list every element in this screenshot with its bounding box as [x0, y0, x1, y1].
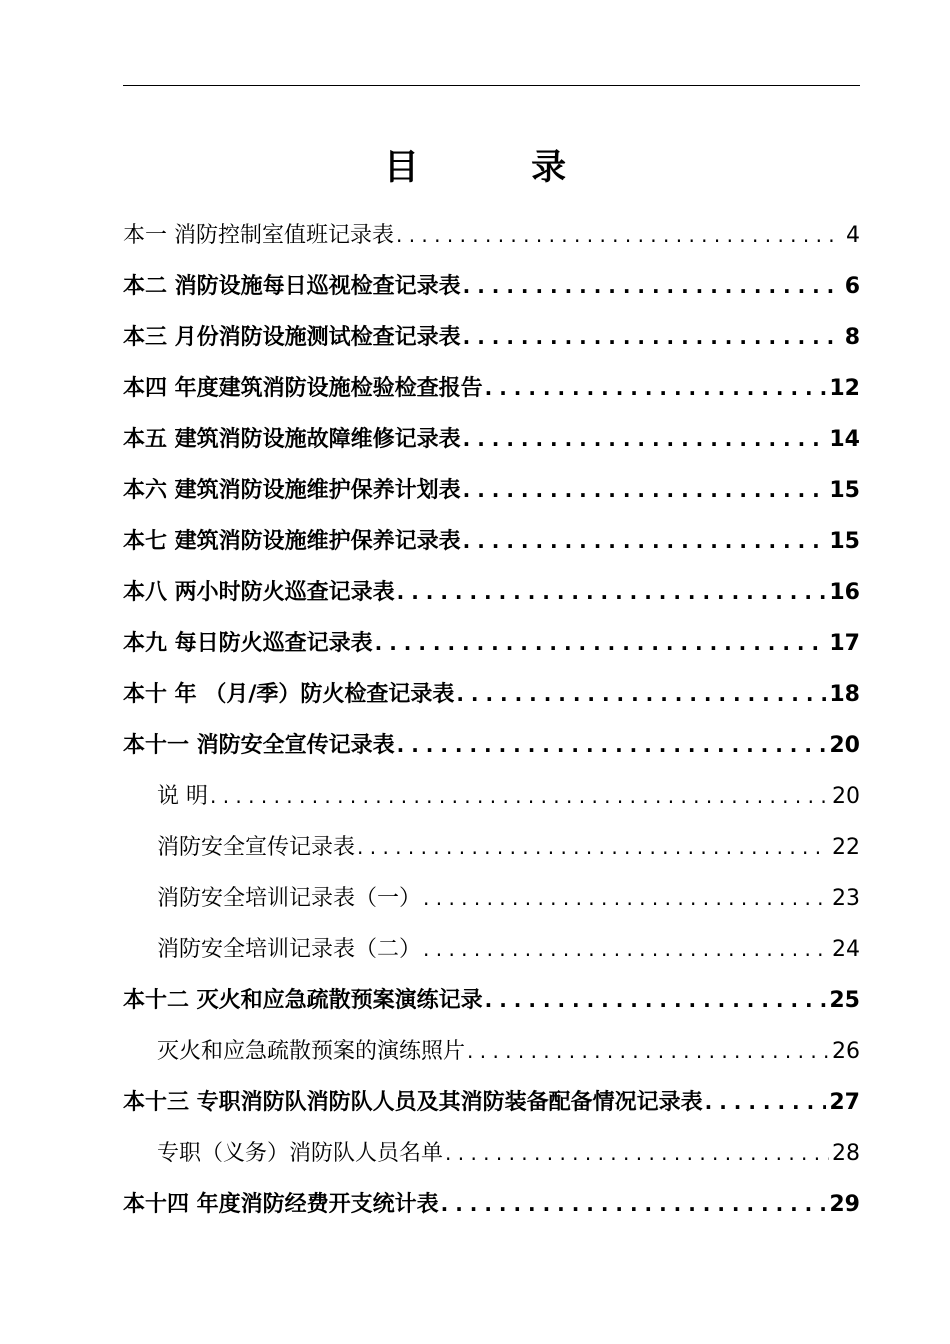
toc-entry-page-number: 6 — [844, 274, 860, 299]
toc-entry-page-number: 29 — [829, 1192, 860, 1217]
toc-entry-label: 本十四 年度消防经费开支统计表 — [123, 1192, 439, 1217]
toc-entry-page-number: 24 — [832, 937, 860, 962]
toc-entry[interactable] — [123, 621, 860, 672]
toc-entry-label: 灭火和应急疏散预案的演练照片 — [157, 1039, 466, 1064]
toc-entry-label: 本七 建筑消防设施维护保养记录表 — [123, 529, 461, 554]
toc-entry-page-number: 12 — [829, 376, 860, 401]
toc-dot-leader — [396, 213, 843, 257]
toc-entry-label: 本十三 专职消防队消防队人员及其消防装备配备情况记录表 — [123, 1090, 703, 1115]
toc-entry-label: 消防安全培训记录表（二） — [157, 937, 422, 962]
toc-entry-page-number: 20 — [829, 733, 860, 758]
toc-dot-leader — [357, 825, 829, 869]
toc-entry[interactable] — [123, 366, 860, 417]
toc-entry[interactable] — [123, 315, 860, 366]
toc-dot-leader — [463, 417, 827, 461]
toc-entry-page-number: 22 — [832, 835, 860, 860]
toc-entry[interactable] — [123, 417, 860, 468]
toc-entry-page-number: 8 — [844, 325, 860, 350]
toc-entry-page-number: 23 — [832, 886, 860, 911]
toc-dot-leader — [485, 366, 827, 410]
toc-entry-page-number: 20 — [832, 784, 860, 809]
page-title: 目 录 — [383, 148, 617, 188]
toc-dot-leader — [210, 774, 829, 818]
toc-entry[interactable] — [123, 1182, 860, 1233]
header-rule — [123, 85, 860, 86]
toc-entry[interactable] — [123, 774, 860, 825]
toc-entry-label: 本三 月份消防设施测试检查记录表 — [123, 325, 461, 350]
toc-entry[interactable] — [123, 1131, 860, 1182]
toc-entry-page-number: 14 — [829, 427, 860, 452]
toc-dot-leader — [375, 621, 827, 665]
toc-entry-page-number: 17 — [829, 631, 860, 656]
toc-entry[interactable] — [123, 978, 860, 1029]
toc-entry-label: 说 明 — [157, 784, 208, 809]
toc-entry[interactable] — [123, 723, 860, 774]
toc-entry-label: 本一 消防控制室值班记录表 — [123, 223, 394, 248]
toc-entry-page-number: 16 — [829, 580, 860, 605]
toc-dot-leader — [423, 927, 829, 971]
toc-dot-leader — [705, 1080, 827, 1124]
toc-entry-label: 本六 建筑消防设施维护保养计划表 — [123, 478, 461, 503]
toc-entry[interactable] — [123, 213, 860, 264]
toc-entry[interactable] — [123, 519, 860, 570]
toc-entry-label: 本二 消防设施每日巡视检查记录表 — [123, 274, 461, 299]
toc-entry[interactable] — [123, 264, 860, 315]
toc-entry[interactable] — [123, 825, 860, 876]
toc-dot-leader — [441, 1182, 827, 1226]
toc-entry[interactable] — [123, 876, 860, 927]
toc-entry-page-number: 27 — [829, 1090, 860, 1115]
toc-dot-leader — [397, 570, 827, 614]
toc-entry-page-number: 15 — [829, 478, 860, 503]
toc-entry-page-number: 25 — [829, 988, 860, 1013]
toc-entry-label: 本四 年度建筑消防设施检验检查报告 — [123, 376, 483, 401]
toc-dot-leader — [463, 315, 842, 359]
toc-entry-label: 消防安全宣传记录表 — [157, 835, 356, 860]
toc-entry-label: 本五 建筑消防设施故障维修记录表 — [123, 427, 461, 452]
toc-dot-leader — [485, 978, 827, 1022]
toc-entry[interactable] — [123, 1029, 860, 1080]
toc-dot-leader — [397, 723, 827, 767]
toc-entry-label: 本八 两小时防火巡查记录表 — [123, 580, 395, 605]
toc-dot-leader — [445, 1131, 829, 1175]
toc-dot-leader — [467, 1029, 829, 1073]
toc-entry[interactable] — [123, 468, 860, 519]
toc-dot-leader — [463, 264, 842, 308]
toc-dot-leader — [456, 672, 826, 716]
toc-entry[interactable] — [123, 672, 860, 723]
toc-entry-label: 本九 每日防火巡查记录表 — [123, 631, 373, 656]
toc-entry[interactable] — [123, 927, 860, 978]
toc-entry-label: 本十一 消防安全宣传记录表 — [123, 733, 395, 758]
toc-dot-leader — [463, 468, 827, 512]
toc-entry-label: 本十 年 （月/季）防火检查记录表 — [123, 682, 455, 707]
toc-entry-label: 本十二 灭火和应急疏散预案演练记录 — [123, 988, 483, 1013]
toc-entry-page-number: 26 — [832, 1039, 860, 1064]
toc-entry-page-number: 18 — [829, 682, 860, 707]
toc-dot-leader — [463, 519, 827, 563]
toc-entry-label: 专职（义务）消防队人员名单 — [157, 1141, 444, 1166]
toc-entry-page-number: 4 — [846, 223, 860, 248]
toc-entry[interactable] — [123, 570, 860, 621]
toc-entry-label: 消防安全培训记录表（一） — [157, 886, 422, 911]
table-of-contents — [123, 213, 860, 1233]
toc-dot-leader — [423, 876, 829, 920]
toc-entry-page-number: 28 — [832, 1141, 860, 1166]
toc-entry-page-number: 15 — [829, 529, 860, 554]
toc-entry[interactable] — [123, 1080, 860, 1131]
